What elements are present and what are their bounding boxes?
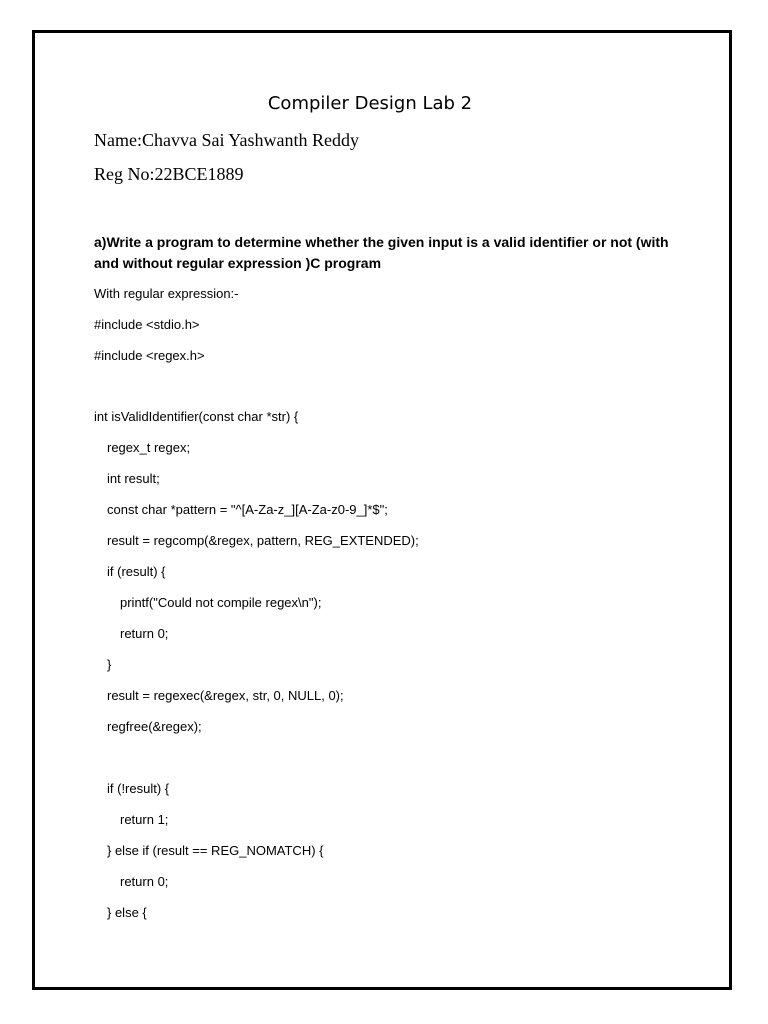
code-line: printf("Could not compile regex\n"); (120, 595, 322, 610)
code-line: result = regcomp(&regex, pattern, REG_EXTENDED); (107, 533, 419, 548)
section-label: With regular expression:- (94, 286, 239, 301)
code-line: const char *pattern = "^[A-Za-z_][A-Za-z0-9_]*$"; (107, 502, 388, 517)
code-line: int result; (107, 471, 160, 486)
code-line: if (!result) { (107, 781, 170, 796)
student-name: Name:Chavva Sai Yashwanth Reddy (94, 130, 359, 150)
code-line: if (result) { (107, 564, 166, 579)
code-line: result = regexec(&regex, str, 0, NULL, 0); (107, 688, 344, 703)
code-line: #include <regex.h> (94, 348, 205, 363)
registration-number: Reg No:22BCE1889 (94, 164, 244, 184)
code-line: return 0; (120, 874, 169, 889)
code-line: int isValidIdentifier(const char *str) { (94, 409, 299, 424)
document-title: Compiler Design Lab 2 (267, 93, 473, 114)
code-line: #include <stdio.h> (94, 317, 200, 332)
code-line: } else { (107, 905, 147, 920)
code-line: } else if (result == REG_NOMATCH) { (107, 843, 324, 858)
code-line: regex_t regex; (107, 440, 191, 455)
code-line: regfree(&regex); (107, 719, 202, 734)
document-page (32, 30, 732, 990)
code-line: return 0; (120, 626, 169, 641)
question-text: a)Write a program to determine whether the given input is a valid identifier or not (with and without regular expression )C program (94, 234, 669, 271)
code-line: return 1; (120, 812, 169, 827)
code-line: } (107, 657, 112, 672)
